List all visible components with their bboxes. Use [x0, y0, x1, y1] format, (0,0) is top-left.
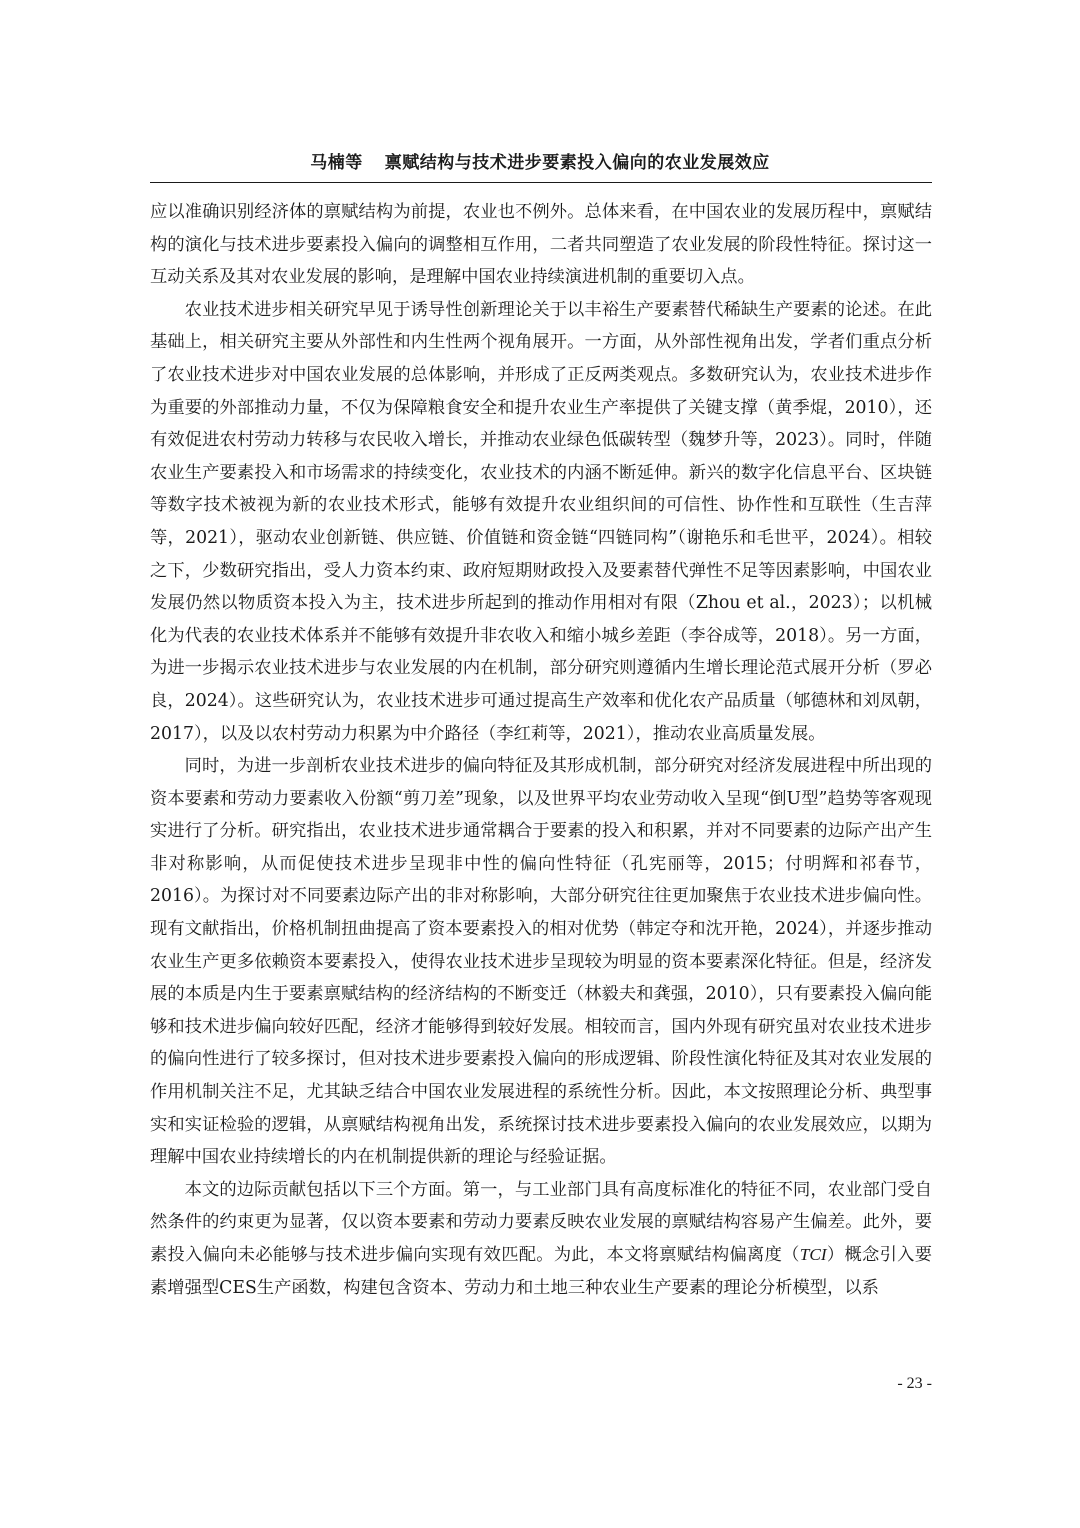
- paragraph-contributions: [150, 1174, 932, 1304]
- paragraph-technology-bias: 同时，为进一步剖析农业技术进步的偏向特征及其形成机制，部分研究对经济发展进程中所出现的资本要素和劳动力要素收入份额“剪刀差”现象，以及世界平均农业劳动收入呈现“倒U型”趋势等客观现实进行了分析。研究指出，农业技术进步通常耦合于要素的投入和积累，并对不同要素的边际产出产生非对称影响，从而促使技术进步呈现非中性的偏向性特征（孔宪丽等，2015；付明辉和祁春节，2016）。为探讨对不同要素边际产出的非对称影响，大部分研究往往更加聚焦于农业技术进步偏向性。现有文献指出，价格机制扭曲提高了资本要素投入的相对优势（韩定夺和沈开艳，2024），并逐步推动农业生产更多依赖资本要素投入，使得农业技术进步呈现较为明显的资本要素深化特征。但是，经济发展的本质是内生于要素禀赋结构的经济结构的不断变迁（林毅夫和龚强，2010），只有要素投入偏向能够和技术进步偏向较好匹配，经济才能够得到较好发展。相较而言，国内外现有研究虽对农业技术进步的偏向性进行了较多探讨，但对技术进步要素投入偏向的形成逻辑、阶段性演化特征及其对农业发展的作用机制关注不足，尤其缺乏结合中国农业发展进程的系统性分析。因此，本文按照理论分析、典型事实和实证检验的逻辑，从禀赋结构视角出发，系统探讨技术进步要素投入偏向的农业发展效应，以期为理解中国农业持续增长的内在机制提供新的理论与经验证据。: [150, 756, 932, 1168]
- running-header: [150, 150, 930, 176]
- body-text: [150, 196, 932, 1304]
- header-authors: 马楠等: [310, 153, 363, 173]
- header-rule: [150, 182, 932, 183]
- paragraph-continued: 应以准确识别经济体的禀赋结构为前提，农业也不例外。总体来看，在中国农业的发展历程中，禀赋结构的演化与技术进步要素投入偏向的调整相互作用，二者共同塑造了农业发展的阶段性特征。探讨这一互动关系及其对农业发展的影响，是理解中国农业持续演进机制的重要切入点。: [150, 202, 932, 288]
- contributions-text-after: ）概念引入要素增强型CES生产函数，构建包含资本、劳动力和土地三种农业生产要素的理论分析模型，以系: [150, 1245, 932, 1298]
- header-title: 禀赋结构与技术进步要素投入偏向的农业发展效应: [384, 153, 770, 173]
- contributions-text-before: 本文的边际贡献包括以下三个方面。第一，与工业部门具有高度标准化的特征不同，农业部门受自然条件的约束更为显著，仅以资本要素和劳动力要素反映农业发展的禀赋结构容易产生偏差。此外，要素投入偏向未必能够与技术进步偏向实现有效匹配。为此，本文将禀赋结构偏离度（: [150, 1179, 932, 1265]
- paragraph-literature-review: 农业技术进步相关研究早见于诱导性创新理论关于以丰裕生产要素替代稀缺生产要素的论述。在此基础上，相关研究主要从外部性和内生性两个视角展开。一方面，从外部性视角出发，学者们重点分析了农业技术进步对中国农业发展的总体影响，并形成了正反两类观点。多数研究认为，农业技术进步作为重要的外部推动力量，不仅为保障粮食安全和提升农业生产率提供了关键支撑（黄季焜，2010），还有效促进农村劳动力转移与农民收入增长，并推动农业绿色低碳转型（魏梦升等，2023）。同时，伴随农业生产要素投入和市场需求的持续变化，农业技术的内涵不断延伸。新兴的数字化信息平台、区块链等数字技术被视为新的农业技术形式，能够有效提升农业组织间的可信性、协作性和互联性（生吉萍等，2021），驱动农业创新链、供应链、价值链和资金链“四链同构”（谢艳乐和毛世平，2024）。相较之下，少数研究指出，受人力资本约束、政府短期财政投入及要素替代弹性不足等因素影响，中国农业发展仍然以物质资本投入为主，技术进步所起到的推动作用相对有限（Zhou et al.，2023）；以机械化为代表的农业技术体系并不能够有效提升非农收入和缩小城乡差距（李谷成等，2018）。另一方面，为进一步揭示农业技术进步与农业发展的内在机制，部分研究则遵循内生增长理论范式展开分析（罗必良，2024）。这些研究认为，农业技术进步可通过提高生产效率和优化农产品质量（郇德林和刘凤朝，2017），以及以农村劳动力积累为中介路径（李红莉等，2021），推动农业高质量发展。: [150, 299, 932, 744]
- tci-variable: TCI: [799, 1245, 827, 1264]
- page-number: - 23 -: [897, 1375, 932, 1392]
